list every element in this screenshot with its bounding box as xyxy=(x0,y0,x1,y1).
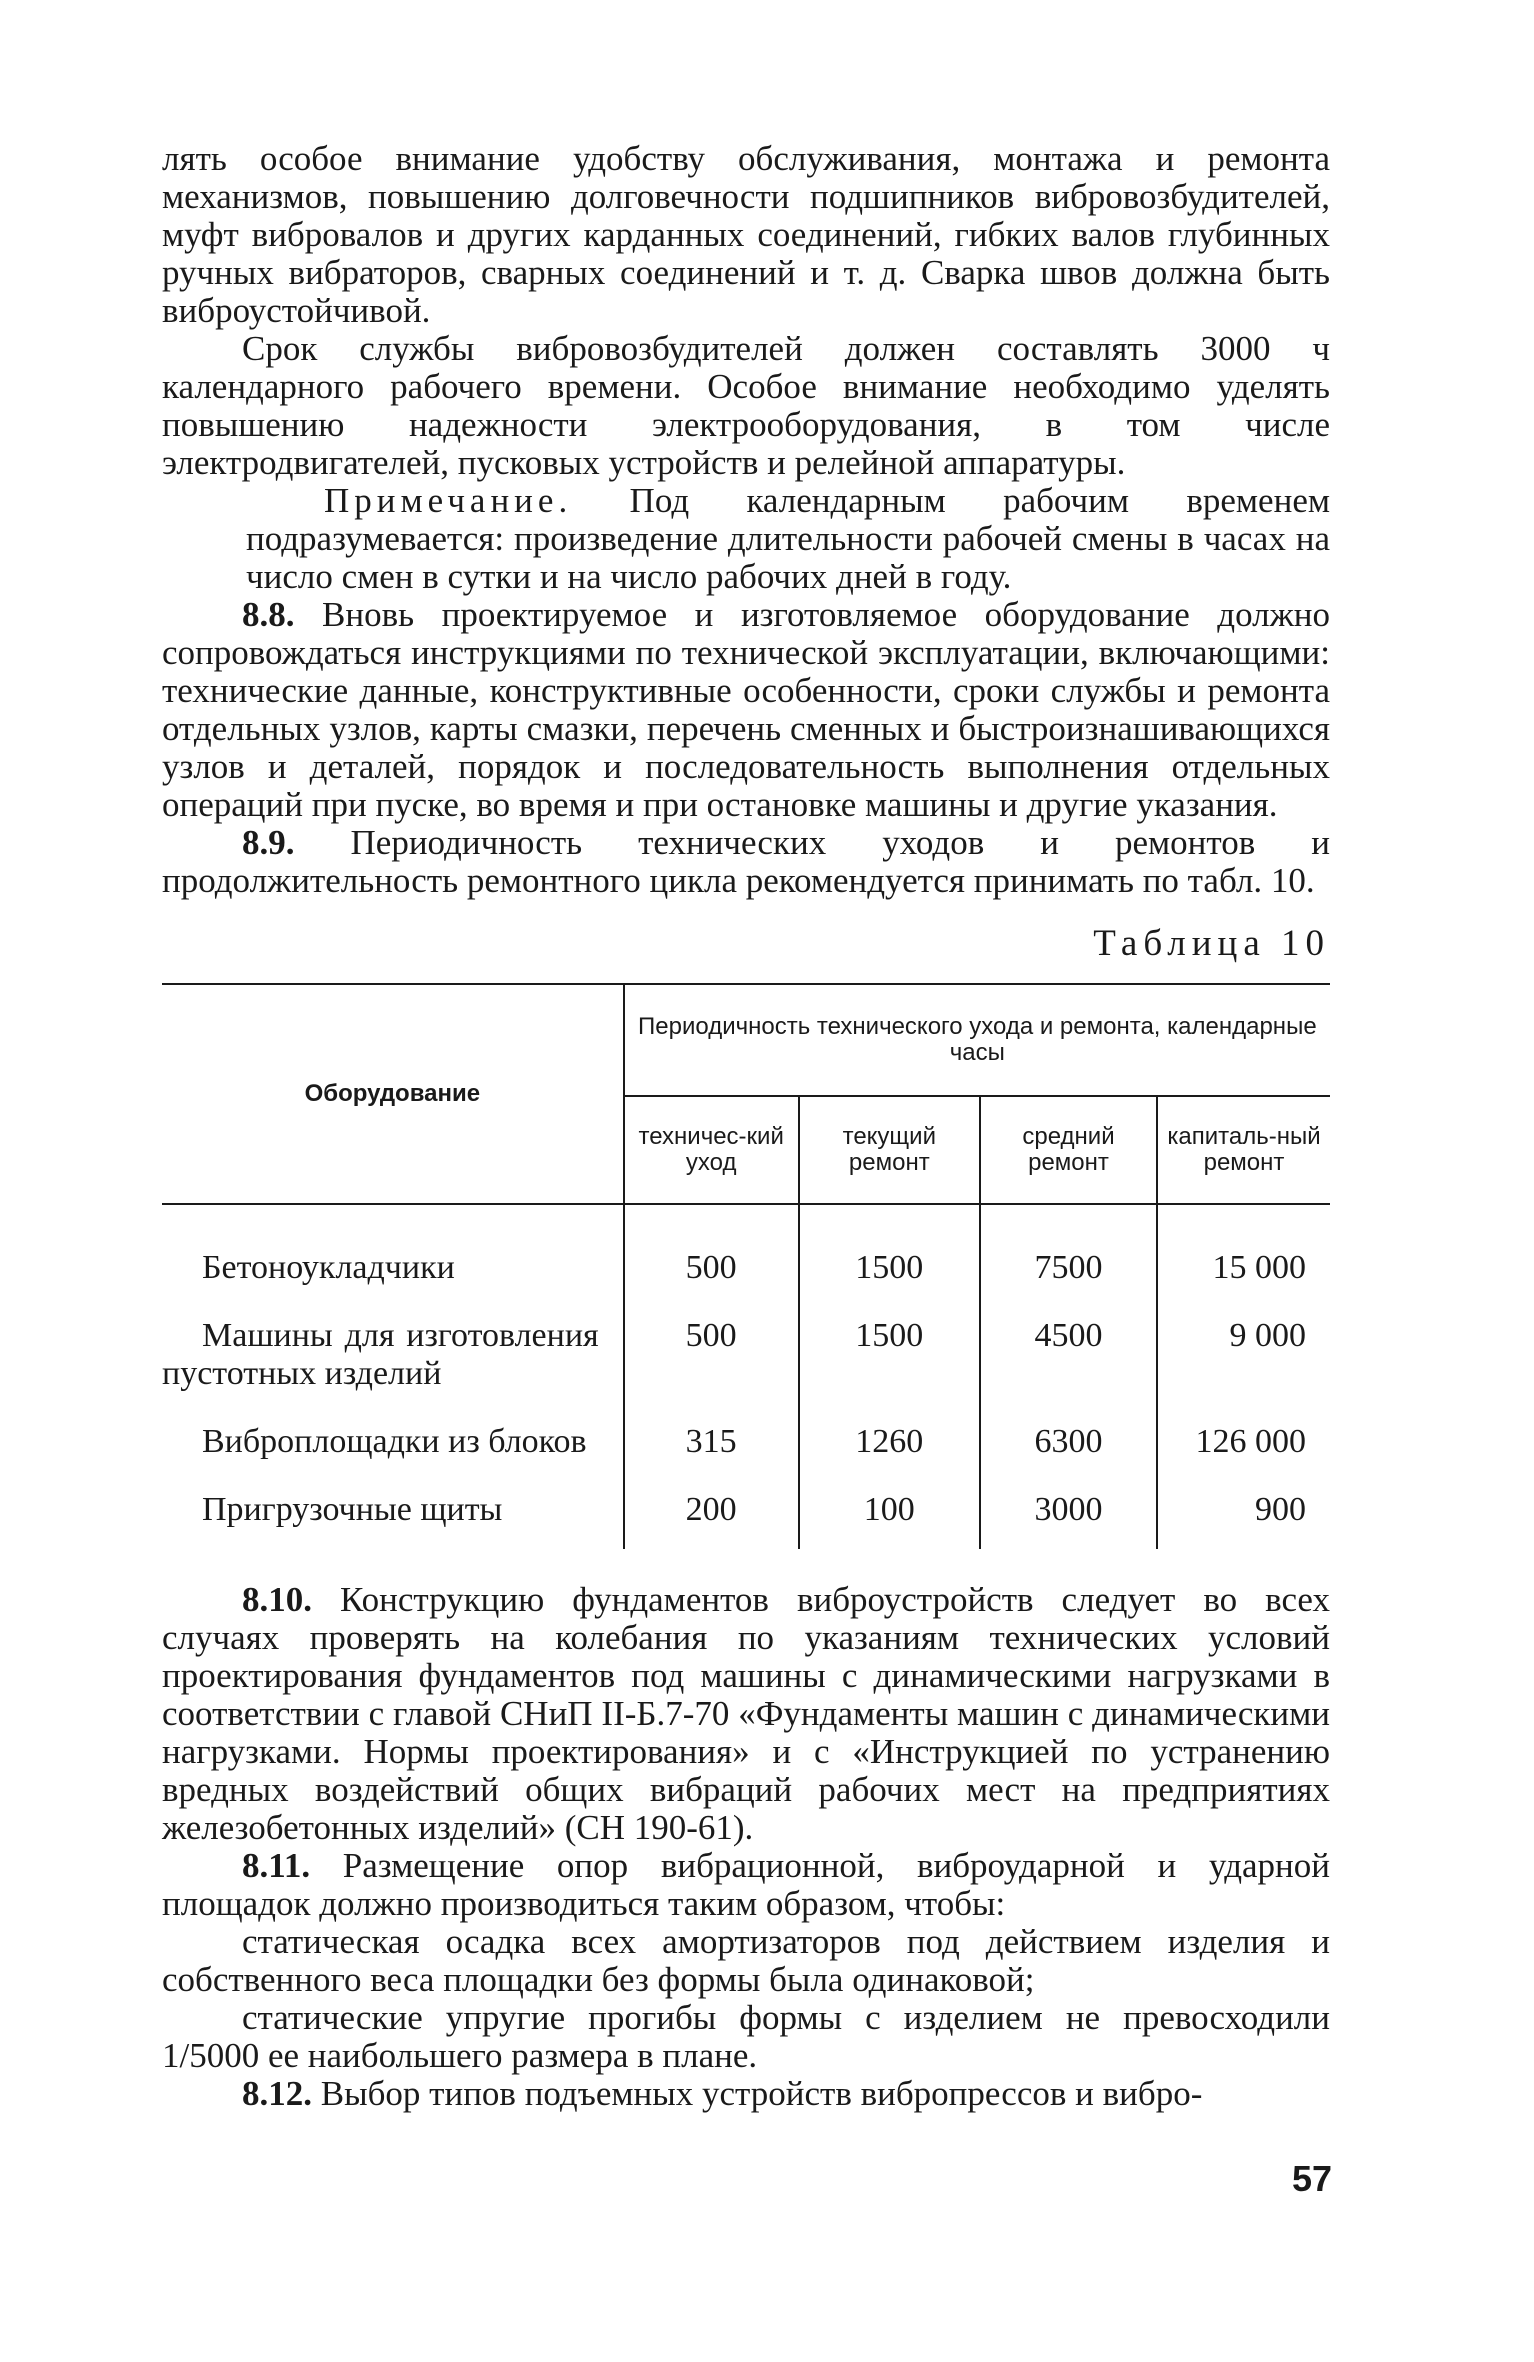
paragraph-service-life: Срок службы вибровозбудителей должен составлять 3000 ч календарного рабочего времени. Особое внимание необходимо уделять повышению надежности электрооборудования, в том числе электродвигателей, пусковых устройств и релейной аппаратуры. xyxy=(162,329,1330,482)
paragraph-continuation: лять особое внимание удобству обслуживания, монтажа и ремонта механизмов, повышению долговечности подшипников вибровозбудителей, муфт вибровалов и других карданных соединений, гибких валов глубинных ручных вибраторов, сварных соединений и т. д. Сварка швов должна быть виброустойчивой. xyxy=(162,139,1330,330)
value-technical-care: 500 xyxy=(624,1287,799,1393)
value-technical-care: 315 xyxy=(624,1393,799,1461)
list-item: статическая осадка всех амортизаторов под действием изделия и собственного веса площадки без формы была одинаковой; xyxy=(162,1922,1330,1999)
column-header-current-repair: текущий ремонт xyxy=(799,1096,980,1204)
equipment-name: Пригрузочные щиты xyxy=(202,1491,503,1528)
section-number: 8.11. xyxy=(242,1846,311,1885)
value-capital-repair: 126 000 xyxy=(1157,1393,1330,1461)
column-header-medium-repair: средний ремонт xyxy=(980,1096,1157,1204)
value-current-repair: 100 xyxy=(799,1461,980,1549)
table-caption: Таблица 10 xyxy=(1093,923,1330,964)
section-text: Периодичность технических уходов и ремонтов и продолжительность ремонтного цикла рекомендуется принимать по табл. 10. xyxy=(162,823,1330,900)
equipment-name: Машины для изготовления пустотных изделий xyxy=(162,1317,599,1392)
equipment-name: Виброплощадки из блоков xyxy=(202,1423,587,1460)
section-8-12 xyxy=(162,2075,1330,2113)
value-medium-repair: 6300 xyxy=(980,1393,1157,1461)
section-text: Выбор типов подъемных устройств вибропрессов и вибро- xyxy=(320,2074,1203,2113)
table-row xyxy=(162,1461,1330,1549)
maintenance-table xyxy=(162,983,1330,1549)
equipment-name: Бетоноукладчики xyxy=(202,1249,455,1286)
section-number: 8.8. xyxy=(242,595,295,634)
value-medium-repair: 3000 xyxy=(980,1461,1157,1549)
value-capital-repair: 15 000 xyxy=(1157,1204,1330,1287)
document-page xyxy=(162,140,1330,2113)
note-label: Примечание. xyxy=(324,481,573,520)
column-header-capital-repair: капиталь-ный ремонт xyxy=(1157,1096,1330,1204)
value-medium-repair: 7500 xyxy=(980,1204,1157,1287)
value-technical-care: 200 xyxy=(624,1461,799,1549)
note-paragraph xyxy=(246,482,1330,596)
value-medium-repair: 4500 xyxy=(980,1287,1157,1393)
section-number: 8.9. xyxy=(242,823,295,862)
section-number: 8.12. xyxy=(242,2074,312,2113)
table-row xyxy=(162,1204,1330,1287)
section-number: 8.10. xyxy=(242,1580,312,1619)
section-8-11 xyxy=(162,1847,1330,1923)
section-8-9 xyxy=(162,824,1330,900)
periodicity-group-header: Периодичность технического ухода и ремонта, календарные часы xyxy=(624,984,1330,1096)
section-text: Вновь проектируемое и изготовляемое оборудование должно сопровождаться инструкциями по технической эксплуатации, включающими: технические данные, конструктивные особенности, сроки службы и ремонта отдельных узлов, карты смазки, перечень сменных и быстроизнашивающихся узлов и деталей, порядок и последовательность выполнения отдельных операций при пуске, во время и при остановке машины и другие указания. xyxy=(162,595,1331,824)
value-capital-repair: 900 xyxy=(1157,1461,1330,1549)
value-capital-repair: 9 000 xyxy=(1157,1287,1330,1393)
section-8-10 xyxy=(162,1581,1330,1847)
list-item: статические упругие прогибы формы с изделием не превосходили 1/5000 ее наибольшего размера в плане. xyxy=(162,1998,1330,2075)
page-number: 57 xyxy=(1291,2158,1332,2199)
section-text: Размещение опор вибрационной, виброударной и ударной площадок должно производиться таким образом, чтобы: xyxy=(162,1846,1330,1923)
column-header-technical-care: техничес-кий уход xyxy=(624,1096,799,1204)
table-row xyxy=(162,1393,1330,1461)
value-current-repair: 1500 xyxy=(799,1287,980,1393)
table-row xyxy=(162,1287,1330,1393)
value-current-repair: 1260 xyxy=(799,1393,980,1461)
after-table-section xyxy=(162,1581,1330,2113)
equipment-column-header: Оборудование xyxy=(162,984,624,1204)
note-text: Под календарным рабочим временем подразумевается: произведение длительности рабочей смены в часах на число смен в сутки и на число рабочих дней в году. xyxy=(246,481,1331,596)
section-8-8 xyxy=(162,596,1330,824)
value-technical-care: 500 xyxy=(624,1204,799,1287)
value-current-repair: 1500 xyxy=(799,1204,980,1287)
section-text: Конструкцию фундаментов виброустройств следует во всех случаях проверять на колебания по указаниям технических условий проектирования фундаментов под машины с динамическими нагрузками в соответствии с главой СНиП II-Б.7-70 «Фундаменты машин с динамическими нагрузками. Нормы проектирования» и с «Инструкцией по устранению вредных воздействий общих вибраций рабочих мест на предприятиях железобетонных изделий» (СН 190-61). xyxy=(162,1580,1330,1847)
